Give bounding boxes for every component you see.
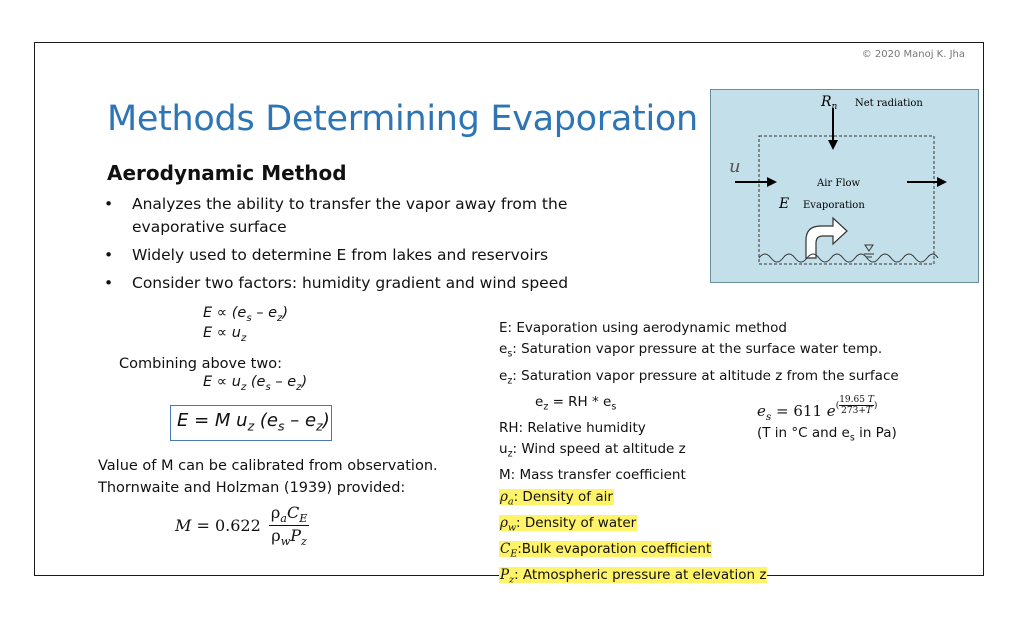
evaporation-arrow	[806, 218, 847, 258]
e-label: E	[779, 196, 790, 212]
bullet-text: evaporative surface	[132, 218, 287, 236]
net-radiation-label: Net radiation	[855, 98, 923, 109]
def-E: E: Evaporation using aerodynamic method	[499, 320, 787, 336]
formula-prop-wind: $E \propto u_z$	[203, 325, 247, 344]
copyright: © 2020 Manoj K. Jha	[861, 49, 965, 60]
m-formula: M = 0.622 $\rho_aC_E$ $\rho_wP_z$	[175, 503, 308, 549]
slide-subtitle: Aerodynamic Method	[107, 161, 347, 185]
def-M: M: Mass transfer coefficient	[499, 467, 686, 484]
airflow-in-arrowhead	[767, 177, 777, 187]
def-es: $e_s$: Saturation vapor pressure at the surface water temp.	[499, 341, 883, 361]
def-ez: $e_z$: Saturation vapor pressure at altitude z from the surface	[499, 367, 899, 387]
def-CE: $C_E:Bulk$ evaporation coefficient	[500, 540, 712, 560]
main-equation-box: E = M $u_z$ $(e_s - e_z)$	[170, 405, 332, 441]
def-rho-a: $\rho_a$: Density of air	[500, 488, 613, 508]
def-Pz: $P_z$: Atmospheric pressure at elevation z	[500, 566, 767, 586]
bullet-text: Widely used to determine E from lakes and reservoirs	[132, 246, 549, 264]
def-uz: $u_z$: Wind speed at altitude z	[499, 441, 686, 460]
es-note: (T in °C and $e_s$ in Pa)	[757, 425, 897, 444]
u-label: u	[729, 156, 741, 177]
evaporation-diagram	[710, 89, 979, 283]
formula-combined: $E \propto u_z$ $(e_s - e_z)$	[203, 374, 308, 393]
es-equation: $e_s = 611$ $e^{( \frac{19.65 T}{273+T} )}$	[757, 395, 878, 423]
calibration-line-2: Thornwaite and Holzman (1939) provided:	[98, 480, 406, 496]
radiation-arrowhead	[828, 140, 838, 150]
bullet-list	[101, 193, 568, 300]
rn-label: $R_n$	[821, 94, 838, 112]
bullet-item	[101, 272, 568, 295]
bullet-item	[101, 244, 568, 267]
formula-prop-humidity: $E \propto (e_s - e_z)$	[203, 305, 288, 324]
slide-title: Methods Determining Evaporation	[107, 99, 698, 139]
bullet-text: Consider two factors: humidity gradient and wind speed	[132, 274, 569, 292]
airflow-out-arrowhead	[937, 177, 947, 187]
diagram-svg	[711, 90, 978, 282]
water-level-symbol	[865, 245, 873, 251]
combining-label: Combining above two:	[119, 356, 282, 372]
def-rho-w: $\rho_w$: Density of water	[500, 514, 637, 534]
slide	[34, 42, 984, 586]
evaporation-label: Evaporation	[803, 200, 865, 211]
definitions-list	[499, 318, 899, 591]
bullet-text: Analyzes the ability to transfer the vapor away from the	[132, 195, 568, 213]
bullet-item	[101, 193, 568, 239]
def-ez-formula: $e_z$ = RH * $e_s$	[535, 393, 617, 413]
water-surface-wave	[759, 254, 938, 262]
calibration-line-1: Value of M can be calibrated from observation.	[98, 458, 438, 474]
def-RH: RH: Relative humidity	[499, 419, 646, 436]
air-flow-label: Air Flow	[817, 178, 861, 189]
